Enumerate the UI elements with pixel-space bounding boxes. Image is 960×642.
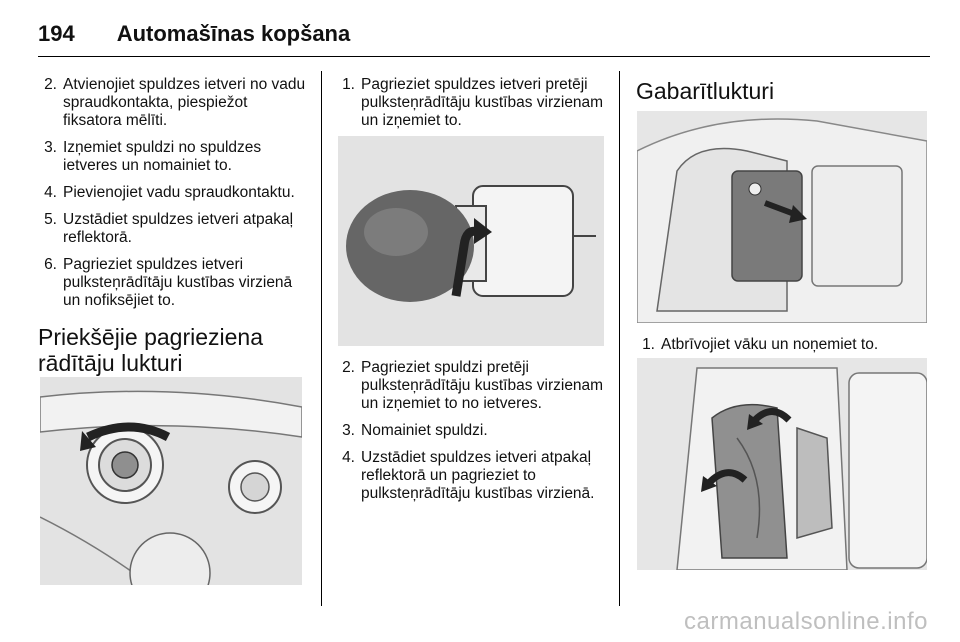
bulb-socket-illustration: [338, 136, 604, 346]
step-item: 6. Pagrieziet spuldzes ietveri pulksteņrādītāju kustības virzienā un nofiksējiet to.: [44, 256, 293, 309]
page-header: [38, 12, 930, 57]
section-heading: Priekšējie pagrieziena rādītāju lukturi: [38, 324, 264, 376]
step-item: 3. Izņemiet spuldzi no spuldzes ietveres un nomainiet to.: [44, 139, 262, 174]
step-item: 4. Pievienojiet vadu spraudkontaktu.: [44, 184, 295, 201]
column-1: [38, 76, 306, 376]
step-item: 2. Pagrieziet spuldzi pretēji pulksteņrādītāju kustības virzienam un izņemiet to no ietveres.: [342, 359, 604, 412]
section-heading: Gabarītlukturi: [636, 78, 775, 104]
page-number: 194: [38, 21, 75, 46]
column-2-lower: [336, 359, 616, 512]
step-list: [336, 359, 616, 503]
step-item: 3. Nomainiet spuldzi.: [342, 422, 488, 439]
step-list: [636, 336, 926, 354]
page-title: Automašīnas kopšana: [116, 21, 351, 46]
step-item: 1. Pagrieziet spuldzes ietveri pretēji pulksteņrādītāju kustības virzienam un izņemiet to.: [342, 76, 604, 129]
rear-lamp-bulb-illustration: [637, 358, 927, 570]
step-item: 4. Uzstādiet spuldzes ietveri atpakaļ reflektorā un pagrieziet to pulksteņrādītāju kustības virzienā.: [342, 449, 595, 502]
watermark: carmanualsonline.info: [684, 608, 928, 635]
turn-signal-bulb-illustration: [40, 377, 302, 585]
cargo-area-cover-illustration: [637, 111, 927, 323]
column-3: [636, 78, 926, 104]
column-2: [336, 76, 616, 139]
step-list: [38, 76, 306, 310]
step-item: 5. Uzstādiet spuldzes ietveri atpakaļ reflektorā.: [44, 211, 294, 246]
column-divider: [619, 71, 620, 606]
step-item: 2. Atvienojiet spuldzes ietveri no vadu spraudkontakta, piespiežot fiksatora mēlīti.: [44, 76, 306, 129]
step-item: 1. Atbrīvojiet vāku un noņemiet to.: [642, 336, 879, 353]
column-divider: [321, 71, 322, 606]
step-list: [336, 76, 616, 130]
